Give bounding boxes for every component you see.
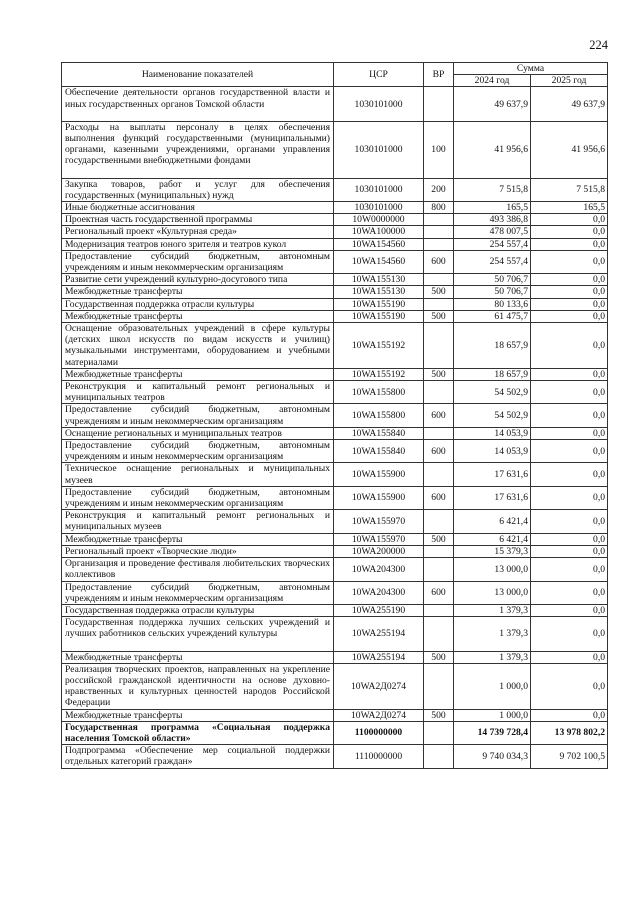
row-vr (424, 274, 454, 286)
table-row (62, 721, 608, 744)
row-code: 10WA155190 (334, 298, 424, 310)
row-code: 10WA155130 (334, 286, 424, 298)
row-name: Межбюджетные трансферты (62, 368, 334, 380)
row-vr: 600 (424, 250, 454, 273)
row-name: Закупка товаров, работ и услуг для обеспечения государственных (муниципальных) нужд (62, 178, 334, 201)
table-row (62, 404, 608, 427)
row-vr: 500 (424, 286, 454, 298)
row-value-2025: 41 956,6 (531, 121, 608, 178)
row-value-2025: 0,0 (531, 558, 608, 581)
row-value-2025: 0,0 (531, 250, 608, 273)
table-row (62, 286, 608, 298)
row-value-2024: 7 515,8 (454, 178, 531, 201)
row-code: 10WA155190 (334, 310, 424, 322)
table-row (62, 440, 608, 463)
row-vr: 100 (424, 121, 454, 178)
row-vr: 800 (424, 202, 454, 214)
row-value-2024: 17 631,6 (454, 463, 531, 486)
table-row (62, 510, 608, 533)
row-code: 1030101000 (334, 121, 424, 178)
row-vr: 500 (424, 368, 454, 380)
row-name: Предоставление субсидий бюджетным, автономным учреждениям и иным некоммерческим организациям (62, 250, 334, 273)
row-value-2024: 50 706,7 (454, 274, 531, 286)
row-code: 10WA155192 (334, 368, 424, 380)
table-row (62, 298, 608, 310)
row-name: Проектная часть государственной программы (62, 214, 334, 226)
row-value-2025: 0,0 (531, 368, 608, 380)
row-value-2024: 54 502,9 (454, 381, 531, 404)
row-code: 10WA155970 (334, 510, 424, 533)
row-value-2025: 0,0 (531, 323, 608, 369)
row-name: Реализация творческих проектов, направленных на укрепление российской гражданской идентичности на основе духовно-нравственных и культурных ценностей народов Российской Федерации (62, 663, 334, 709)
table-row (62, 238, 608, 250)
table-row (62, 202, 608, 214)
row-value-2025: 165,5 (531, 202, 608, 214)
row-value-2024: 254 557,4 (454, 250, 531, 273)
row-value-2025: 0,0 (531, 510, 608, 533)
row-name: Предоставление субсидий бюджетным, автономным учреждениям и иным некоммерческим организациям (62, 486, 334, 509)
row-name: Государственная поддержка отрасли культуры (62, 604, 334, 616)
row-name: Развитие сети учреждений культурно-досугового типа (62, 274, 334, 286)
row-value-2024: 13 000,0 (454, 558, 531, 581)
table-row (62, 214, 608, 226)
row-code: 10WA255194 (334, 617, 424, 651)
row-value-2025: 0,0 (531, 427, 608, 439)
row-vr (424, 558, 454, 581)
row-vr (424, 663, 454, 709)
row-code: 10WA2Д0274 (334, 663, 424, 709)
table-row (62, 486, 608, 509)
row-vr: 500 (424, 533, 454, 545)
row-value-2024: 1 379,3 (454, 651, 531, 663)
table-row (62, 250, 608, 273)
table-row (62, 617, 608, 651)
row-code: 10WA200000 (334, 545, 424, 557)
row-value-2024: 14 053,9 (454, 440, 531, 463)
row-value-2024: 165,5 (454, 202, 531, 214)
row-name: Реконструкция и капитальный ремонт региональных и муниципальных театров (62, 381, 334, 404)
row-code: 10WA204300 (334, 581, 424, 604)
row-value-2024: 80 133,6 (454, 298, 531, 310)
table-row (62, 381, 608, 404)
row-value-2024: 493 386,8 (454, 214, 531, 226)
row-code: 10WA204300 (334, 558, 424, 581)
row-value-2024: 41 956,6 (454, 121, 531, 178)
table-row (62, 604, 608, 616)
row-vr: 500 (424, 310, 454, 322)
row-vr (424, 427, 454, 439)
header-sum: Сумма (454, 63, 608, 75)
row-code: 10WA2Д0274 (334, 709, 424, 721)
row-code: 10WA154560 (334, 238, 424, 250)
row-name: Организация и проведение фестиваля любительских творческих коллективов (62, 558, 334, 581)
row-value-2024: 14 053,9 (454, 427, 531, 439)
table-row (62, 178, 608, 201)
row-code: 1030101000 (334, 202, 424, 214)
row-value-2024: 254 557,4 (454, 238, 531, 250)
page-number: 224 (589, 38, 608, 52)
row-name: Региональный проект «Культурная среда» (62, 226, 334, 238)
row-value-2025: 0,0 (531, 274, 608, 286)
row-name: Подпрограмма «Обеспечение мер социальной поддержки отдельных категорий граждан» (62, 745, 334, 768)
row-value-2024: 9 740 034,3 (454, 745, 531, 768)
row-name: Межбюджетные трансферты (62, 709, 334, 721)
row-name: Техническое оснащение региональных и муниципальных музеев (62, 463, 334, 486)
row-vr: 600 (424, 581, 454, 604)
row-code: 1030101000 (334, 178, 424, 201)
table-row (62, 310, 608, 322)
row-value-2025: 0,0 (531, 404, 608, 427)
row-value-2024: 50 706,7 (454, 286, 531, 298)
row-value-2025: 0,0 (531, 440, 608, 463)
row-name: Региональный проект «Творческие люди» (62, 545, 334, 557)
row-code: 10WA155900 (334, 486, 424, 509)
table-row (62, 709, 608, 721)
row-vr (424, 214, 454, 226)
row-code: 10WA155840 (334, 427, 424, 439)
row-value-2025: 0,0 (531, 545, 608, 557)
row-value-2025: 0,0 (531, 226, 608, 238)
row-code: 10WA100000 (334, 226, 424, 238)
row-value-2025: 0,0 (531, 533, 608, 545)
row-vr: 500 (424, 709, 454, 721)
row-vr (424, 545, 454, 557)
row-value-2025: 7 515,8 (531, 178, 608, 201)
row-value-2024: 1 379,3 (454, 617, 531, 651)
table-row (62, 121, 608, 178)
row-name: Обеспечение деятельности органов государственной власти и иных государственных органов Томской области (62, 87, 334, 121)
header-2024: 2024 год (454, 75, 531, 87)
row-value-2024: 13 000,0 (454, 581, 531, 604)
row-code: 10W0000000 (334, 214, 424, 226)
row-value-2025: 9 702 100,5 (531, 745, 608, 768)
row-vr (424, 721, 454, 744)
row-value-2024: 6 421,4 (454, 510, 531, 533)
row-name: Государственная программа «Социальная поддержка населения Томской области» (62, 721, 334, 744)
row-value-2025: 49 637,9 (531, 87, 608, 121)
row-value-2025: 0,0 (531, 214, 608, 226)
row-value-2024: 6 421,4 (454, 533, 531, 545)
row-code: 10WA255194 (334, 651, 424, 663)
row-name: Оснащение региональных и муниципальных театров (62, 427, 334, 439)
row-vr: 600 (424, 404, 454, 427)
row-name: Предоставление субсидий бюджетным, автономным учреждениям и иным некоммерческим организациям (62, 440, 334, 463)
row-name: Предоставление субсидий бюджетным, автономным учреждениям и иным некоммерческим организациям (62, 404, 334, 427)
row-value-2025: 0,0 (531, 310, 608, 322)
table-row (62, 87, 608, 121)
row-name: Оснащение образовательных учреждений в сфере культуры (детских школ искусств по видам искусств и училищ) музыкальными инструментами, оборудованием и учебными материалами (62, 323, 334, 369)
header-vr: ВР (424, 63, 454, 87)
row-code: 10WA155840 (334, 440, 424, 463)
row-value-2025: 0,0 (531, 381, 608, 404)
table-row (62, 663, 608, 709)
row-name: Реконструкция и капитальный ремонт региональных и муниципальных музеев (62, 510, 334, 533)
table-row (62, 558, 608, 581)
row-vr (424, 298, 454, 310)
row-value-2024: 18 657,9 (454, 368, 531, 380)
table-row (62, 274, 608, 286)
table-row (62, 323, 608, 369)
row-name: Предоставление субсидий бюджетным, автономным учреждениям и иным некоммерческим организациям (62, 581, 334, 604)
row-name: Иные бюджетные ассигнования (62, 202, 334, 214)
table-body (62, 87, 608, 768)
row-value-2024: 1 000,0 (454, 709, 531, 721)
row-vr (424, 381, 454, 404)
table-row (62, 545, 608, 557)
row-value-2025: 13 978 802,2 (531, 721, 608, 744)
row-vr (424, 226, 454, 238)
row-code: 1100000000 (334, 721, 424, 744)
row-code: 1110000000 (334, 745, 424, 768)
row-name: Государственная поддержка лучших сельских учреждений и лучших работников сельских учреждений культуры (62, 617, 334, 651)
row-value-2025: 0,0 (531, 298, 608, 310)
header-2025: 2025 год (531, 75, 608, 87)
row-value-2024: 49 637,9 (454, 87, 531, 121)
row-name: Межбюджетные трансферты (62, 651, 334, 663)
row-value-2024: 1 000,0 (454, 663, 531, 709)
row-code: 10WA155900 (334, 463, 424, 486)
row-vr (424, 510, 454, 533)
table-row (62, 651, 608, 663)
row-vr (424, 745, 454, 768)
row-vr: 600 (424, 440, 454, 463)
row-vr (424, 238, 454, 250)
row-vr (424, 617, 454, 651)
row-value-2025: 0,0 (531, 581, 608, 604)
row-value-2025: 0,0 (531, 617, 608, 651)
row-value-2024: 54 502,9 (454, 404, 531, 427)
table-row (62, 581, 608, 604)
row-value-2024: 15 379,3 (454, 545, 531, 557)
row-name: Межбюджетные трансферты (62, 310, 334, 322)
row-value-2024: 61 475,7 (454, 310, 531, 322)
header-name: Наименование показателей (62, 63, 334, 87)
row-value-2025: 0,0 (531, 238, 608, 250)
table-row (62, 533, 608, 545)
table-row (62, 427, 608, 439)
row-value-2025: 0,0 (531, 486, 608, 509)
row-value-2024: 478 007,5 (454, 226, 531, 238)
table-row (62, 463, 608, 486)
row-code: 10WA154560 (334, 250, 424, 273)
row-code: 1030101000 (334, 87, 424, 121)
row-code: 10WA155970 (334, 533, 424, 545)
row-name: Межбюджетные трансферты (62, 286, 334, 298)
row-value-2025: 0,0 (531, 463, 608, 486)
row-vr (424, 463, 454, 486)
row-value-2025: 0,0 (531, 604, 608, 616)
row-vr: 600 (424, 486, 454, 509)
row-name: Расходы на выплаты персоналу в целях обеспечения выполнения функций государственными (муниципальными) органами, казенными учреждениями, органами управления государственными внебюджетными фондами (62, 121, 334, 178)
row-code: 10WA155800 (334, 381, 424, 404)
row-name: Государственная поддержка отрасли культуры (62, 298, 334, 310)
row-vr (424, 604, 454, 616)
row-code: 10WA155130 (334, 274, 424, 286)
row-vr (424, 323, 454, 369)
table-row (62, 368, 608, 380)
table-header (62, 63, 608, 87)
row-value-2025: 0,0 (531, 709, 608, 721)
row-vr (424, 87, 454, 121)
row-value-2024: 18 657,9 (454, 323, 531, 369)
row-code: 10WA155800 (334, 404, 424, 427)
row-name: Модернизация театров юного зрителя и театров кукол (62, 238, 334, 250)
row-value-2024: 17 631,6 (454, 486, 531, 509)
row-value-2025: 0,0 (531, 663, 608, 709)
table-row (62, 745, 608, 768)
row-code: 10WA155192 (334, 323, 424, 369)
row-value-2025: 0,0 (531, 651, 608, 663)
table-row (62, 226, 608, 238)
row-vr: 500 (424, 651, 454, 663)
row-value-2025: 0,0 (531, 286, 608, 298)
header-csr: ЦСР (334, 63, 424, 87)
row-code: 10WA255190 (334, 604, 424, 616)
row-value-2024: 1 379,3 (454, 604, 531, 616)
budget-table (61, 62, 608, 769)
row-name: Межбюджетные трансферты (62, 533, 334, 545)
row-value-2024: 14 739 728,4 (454, 721, 531, 744)
row-vr: 200 (424, 178, 454, 201)
